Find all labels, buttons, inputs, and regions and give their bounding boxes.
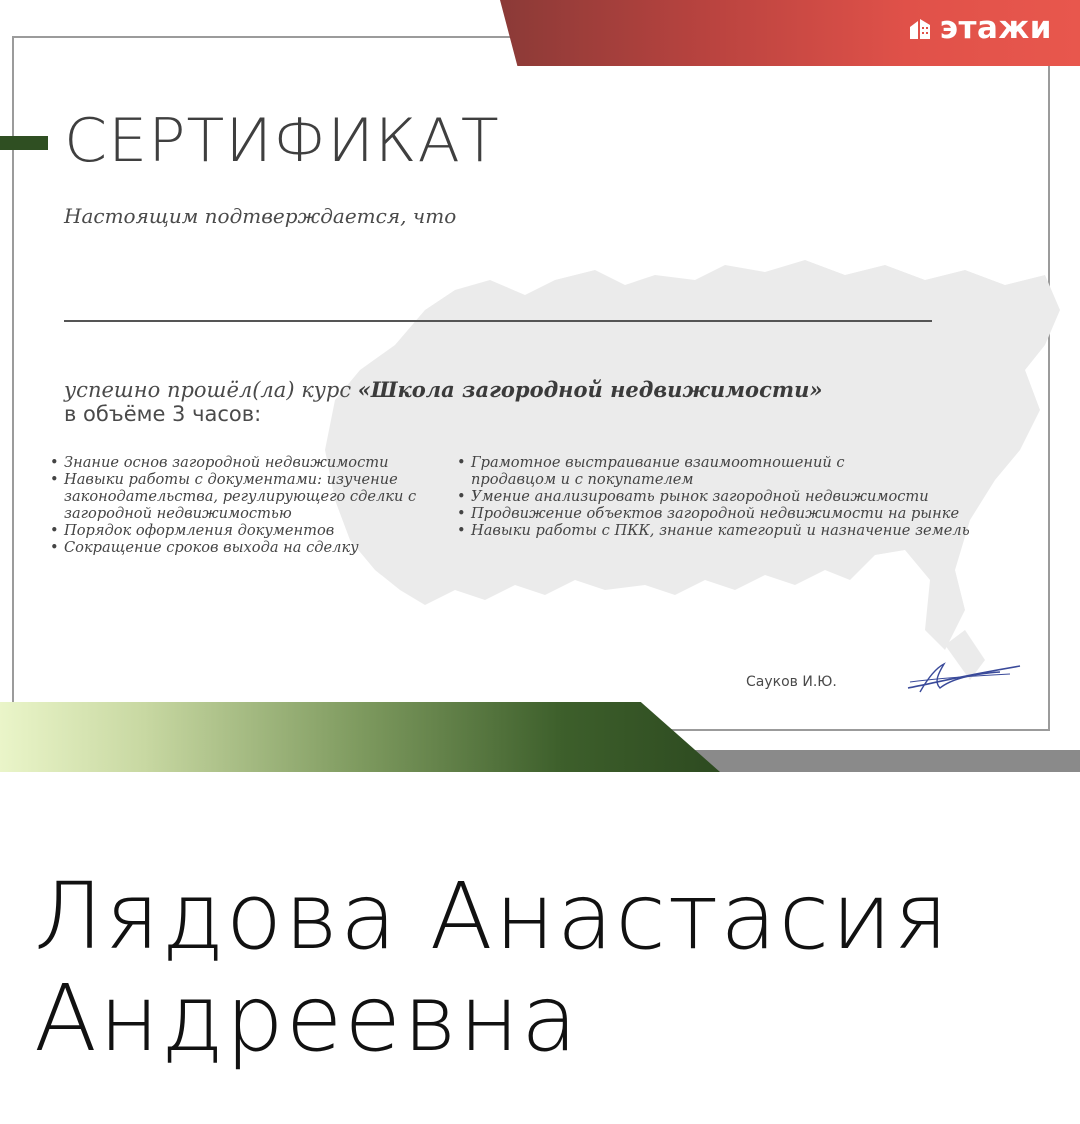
list-item: • Навыки работы с документами: изучение законодательства, регулирующего сделки с загородной недвижимостью <box>50 471 450 522</box>
building-icon <box>908 17 932 39</box>
list-item: • Порядок оформления документов <box>50 522 450 539</box>
course-statement <box>64 378 822 426</box>
name-line <box>64 320 932 322</box>
footer-band-green <box>0 702 720 772</box>
recipient-name <box>34 863 1054 1072</box>
skills-list-right <box>457 454 1027 539</box>
accent-tick <box>0 136 48 150</box>
list-item: • Навыки работы с ПКК, знание категорий и назначение земель <box>457 522 1027 539</box>
course-name: «Школа загородной недвижимости» <box>357 377 823 402</box>
course-prefix: успешно прошёл(ла) курс <box>64 378 358 402</box>
list-item: • Знание основ загородной недвижимости <box>50 454 450 471</box>
certificate-title: СЕРТИФИКАТ <box>64 106 500 176</box>
list-item: • Умение анализировать рынок загородной недвижимости <box>457 488 1027 505</box>
logo-text: этажи <box>939 10 1052 46</box>
intro-text: Настоящим подтверждается, что <box>64 204 457 228</box>
signer-name: Сауков И.Ю. <box>746 674 837 690</box>
course-volume: в объёме 3 часов: <box>64 402 262 426</box>
list-item: • Сокращение сроков выхода на сделку <box>50 539 450 556</box>
signature <box>900 658 1026 698</box>
skills-list-left <box>50 454 450 556</box>
list-item: • Продвижение объектов загородной недвижимости на рынке <box>457 505 1027 522</box>
brand-logo <box>908 10 1052 46</box>
list-item: • Грамотное выстраивание взаимоотношений с продавцом и с покупателем <box>457 454 891 488</box>
recipient-name-line1: Лядова Анастасия <box>34 863 951 970</box>
recipient-name-line2: Андреевна <box>34 965 580 1072</box>
